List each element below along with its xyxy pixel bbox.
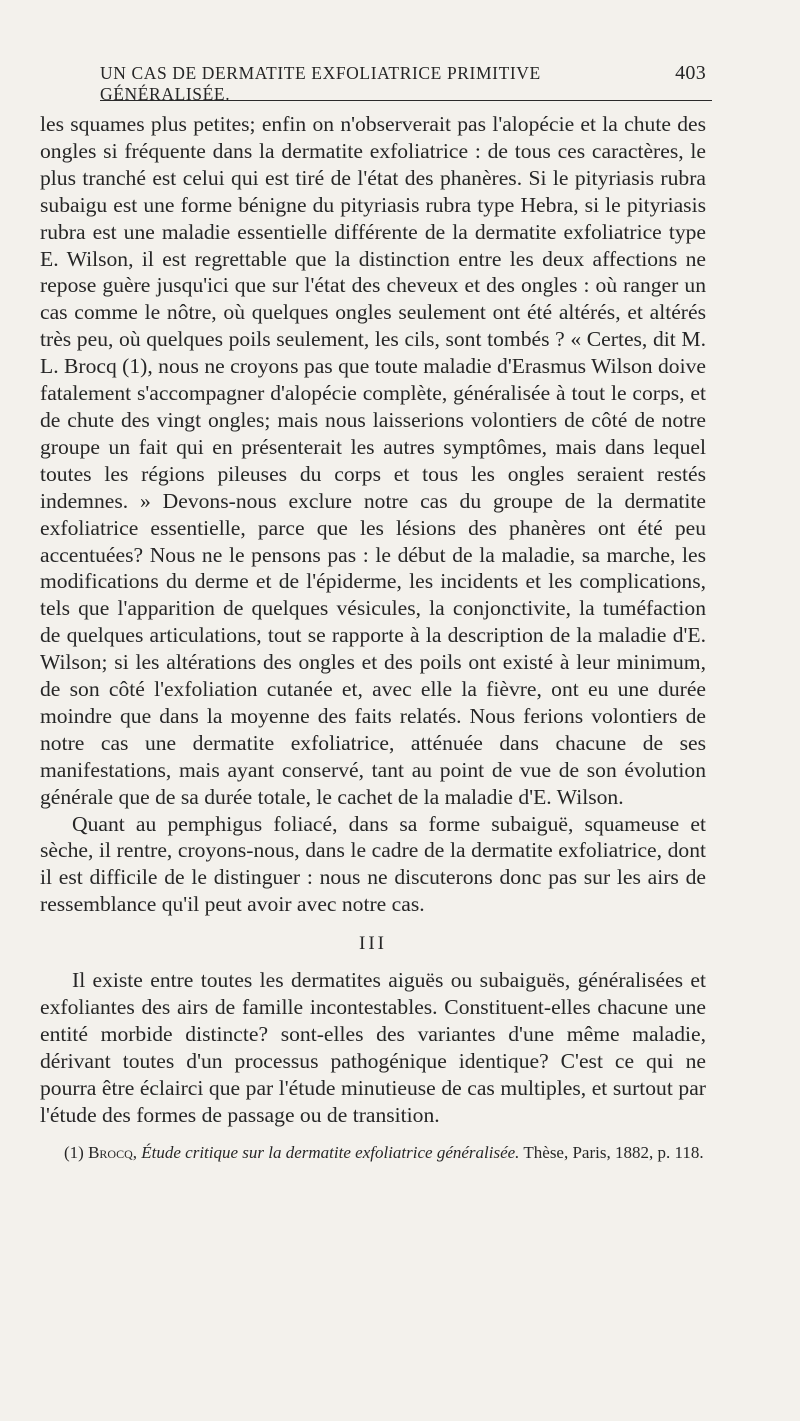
- section-paragraph: Il existe entre toutes les dermatites aiguës ou subaiguës, généralisées et exfoliantes des airs de famille incontestables. Constituent-elles chacune une entité morbide distincte? sont-elles des variantes d'une même maladie, dérivant toutes d'un processus pathogénique identique? C'est ce qui ne pourra être éclairci que par l'étude minutieuse de cas multiples, et surtout par l'étude des formes de passage ou de transition.: [40, 968, 706, 1127]
- footnote: [40, 1143, 706, 1163]
- page-header: [40, 62, 706, 104]
- footnote-rest: Thèse, Paris, 1882, p. 118.: [523, 1142, 704, 1162]
- footnote-author: Brocq,: [88, 1142, 138, 1162]
- body-text: [40, 111, 706, 1129]
- footnote-title: Étude critique sur la dermatite exfoliatrice généralisée.: [141, 1142, 520, 1162]
- footnote-marker: (1): [64, 1142, 84, 1162]
- running-title: UN CAS DE DERMATITE EXFOLIATRICE PRIMITIVE GÉNÉRALISÉE.: [100, 63, 541, 104]
- page-number: 403: [675, 62, 706, 84]
- section-number: III: [359, 933, 387, 955]
- paragraph-2: Quant au pemphigus foliacé, dans sa forme subaiguë, squameuse et sèche, il rentre, croyons-nous, dans le cadre de la dermatite exfoliatrice, dont il est difficile de le distinguer : nous ne discuterons donc pas sur les airs de ressemblance qu'il peut avoir avec notre cas.: [40, 811, 706, 917]
- paragraph-1: les squames plus petites; enfin on n'observerait pas l'alopécie et la chute des ongles si fréquente dans la dermatite exfoliatrice : de tous ces caractères, le plus tranché est celui qui est tiré de l'état des phanères. Si le pityriasis rubra subaigu est une forme bénigne du pityriasis rubra type Hebra, si le pityriasis rubra est une maladie essentielle différente de la dermatite exfoliatrice type E. Wilson, il est regrettable que la distinction entre les deux affections ne repose guère jusqu'ici que sur l'état des cheveux et des ongles : où ranger un cas comme le nôtre, où quelques ongles seulement ont été altérés, et altérés très peu, où quelques poils seulement, les cils, sont tombés ? « Certes, dit M. L. Brocq (1), nous ne croyons pas que toute maladie d'Erasmus Wilson doive fatalement s'accompagner d'alopécie complète, généralisée à tout le corps, et de chute des vingt ongles; mais nous laisserions volontiers de côté de notre groupe un fait qui en présenterait les autres symptômes, mais dans lequel toutes les régions pileuses du corps et tous les ongles seraient restés indemnes. » Devons-nous exclure notre cas du groupe de la dermatite exfoliatrice essentielle, parce que les lésions des phanères ont été peu accentuées? Nous ne le pensons pas : le début de la maladie, sa marche, les modifications du derme et de l'épiderme, les incidents et les complications, tels que l'apparition de quelques vésicules, la conjonctivite, la tuméfaction de quelques articulations, tout se rapporte à la description de la maladie d'E. Wilson; si les altérations des ongles et des poils ont existé à leur minimum, de son côté l'exfoliation cutanée et, avec elle la fièvre, ont eu une durée moindre que dans la moyenne des faits relatés. Nous ferions volontiers de notre cas une dermatite exfoliatrice, atténuée dans chacune de ses manifestations, mais ayant conservé, tant au point de vue de son évolution générale que de sa durée totale, le cachet de la maladie d'E. Wilson.: [40, 112, 706, 809]
